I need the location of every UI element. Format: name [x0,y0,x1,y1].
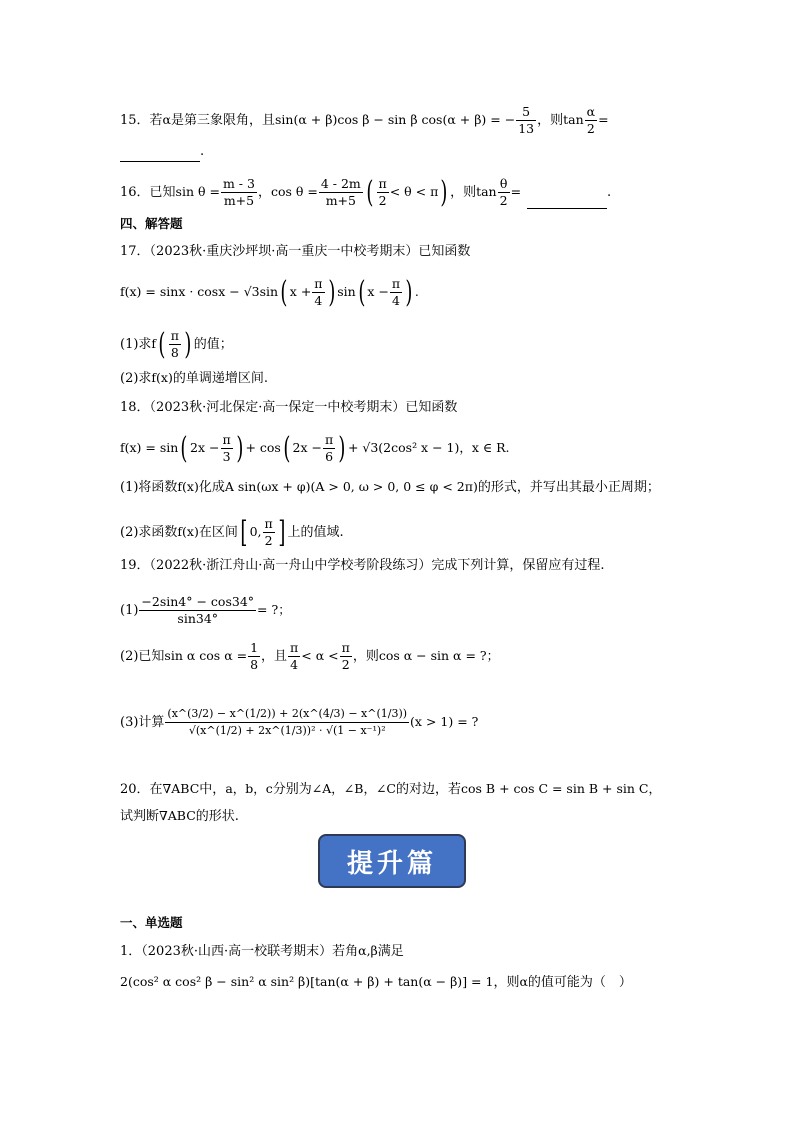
q15-tan-fraction: $\frac{\alpha}{2}$ [586,104,596,136]
section-heading-single-choice: 一、单选题 [120,915,183,930]
q15-equals: = [598,112,609,127]
q18-part2-post: 上的值域. [287,525,344,540]
q15-answer-line [120,142,204,162]
q17-part1-post: 的值； [193,337,233,352]
q16-tan-frac: $\frac{\theta}{2}$ [499,176,508,208]
q20-line1 [120,779,661,800]
q15-text2: ，则 [537,113,564,128]
q17-p2: x − [367,284,389,299]
q19-part2-frac-l: $\frac{\pi}{4}$ [290,640,299,672]
q18-part1-pre: (1)将函数 [120,480,178,495]
q20-line2-post: 的形状. [195,809,239,824]
q15-expression: sin(α + β)cos β − sin β cos(α + β) = − [275,112,516,127]
q18-part1-f: f(x) [177,479,199,494]
q17-function [120,276,419,309]
q20-pre: 20．在 [120,782,163,797]
q17-part2-pre: (2)求 [120,371,152,386]
q15-fraction: $\frac{5}{13}$ [518,104,535,136]
q20-triangle2: ∇ABC [159,808,196,823]
q18-part1-mid: 化成 [198,480,225,495]
q1-expression-line [120,972,632,993]
q18-bracket-close: ] [278,514,286,550]
q17-paren2-close: ) [405,274,413,310]
q19-part2-mid: ，且 [261,649,288,664]
q16-frac1: $\frac{m - 3}{m+5}$ [222,176,255,208]
q20-line2 [120,806,239,827]
q18-paren1-close: ) [236,430,244,466]
q17-p1: x + [289,284,312,299]
q18-bracket-open: [ [240,514,248,550]
q18-fpre: f(x) = sin [120,440,179,455]
q15-alpha: α [162,112,171,127]
q19-part3-post: (x > 1) = ? [410,714,479,729]
q1-angles: α,β [358,943,378,958]
q16-paren-close: ) [440,174,448,210]
q19-part2-pre: (2)已知 [120,649,165,664]
q20-text: 分别为 [272,782,312,797]
q19-part3-pre: (3)计算 [120,715,165,730]
q18-a2: 2x − [292,440,322,455]
q16-range: < θ < π [389,184,439,199]
q19-part2 [120,640,499,673]
q17-part1 [120,328,233,361]
q15-number: 15．若 [120,113,163,128]
section-heading-answers: 四、解答题 [120,216,183,231]
q18-interval-left: 0, [249,524,262,539]
q1-expression: 2(cos² α cos² β − sin² α sin² β)[tan(α + β) + tan(α − β)] = 1 [120,974,494,989]
q16-cos: cos θ = [270,184,318,199]
q16-paren-open: ( [366,174,374,210]
q15-line [120,104,609,137]
q17-paren1-close: ) [327,274,335,310]
q20-line2-pre: 试判断 [120,809,160,824]
q18-paren1-open: ( [180,430,188,466]
q18-part2-mid: 在区间 [198,525,238,540]
q1-head-pre: 1．（2023秋·山西·高一校联考期末）若角 [120,944,359,959]
q15-period: . [200,144,205,159]
q18-part1-post: 的形式，并写出其最小正周期； [477,480,660,495]
advanced-section-banner [318,834,466,888]
q18-frac2: $\frac{\pi}{6}$ [325,432,334,464]
q18-part1 [120,477,660,498]
q19-heading: 19．（2022秋·浙江舟山·高一舟山中学校考阶段练习）完成下列计算，保留应有过程. [120,558,605,573]
q18-part1-form: A sin(ωx + φ)(A > 0, ω > 0, 0 ≤ φ < 2π) [224,479,478,494]
q19-part3 [120,706,478,739]
q19-part3-frac: $\frac{(x\^{}(3/2) - x\^{}(1/2)) + 2(x\^{}(4/3) - x\^{}(1/3))}{\text{√(x\textasciicircum{}(1/2) + 2x\textasciicircum{}(1/3))² · √(1 − x⁻¹)²}}$ [167,707,408,737]
q18-paren2-open: ( [283,430,291,466]
q19-part1 [120,594,291,627]
q17-sin2: sin [337,284,356,299]
q17-paren1-open: ( [280,274,288,310]
q18-heading: 18．（2023秋·河北保定·高一保定一中校考期末）已知函数 [120,400,458,415]
q17-paren2-open: ( [358,274,366,310]
q19-part2-tail: ，则 [352,649,379,664]
advanced-section-title: 提升篇 [346,848,437,879]
q17-part1-pre: (1)求 [120,337,152,352]
q18-frac1: $\frac{\pi}{3}$ [222,432,231,464]
q16-tan: tan [476,184,497,199]
q18-cos: + cos [245,440,281,455]
q17-part2 [120,368,268,389]
q19-part1-post: = ?； [257,602,291,617]
q17-part2-f: f(x) [151,370,173,385]
q20-angles: ∠A，∠B，∠C [311,781,396,796]
q17-part1-f: f [151,336,157,351]
q19-part2-ask: cos α − sin α = ?； [378,648,500,663]
q17-func-text: f(x) = sinx · cosx − √3sin [120,284,279,299]
q18-a1: 2x − [190,440,220,455]
q20-triangle: ∇ABC [162,781,200,796]
q15-tan: tan [563,112,584,127]
q18-domain: x ∈ R. [471,440,510,455]
q17-part1-paren-close: ) [184,326,192,362]
q19-part2-range: < α < [301,648,339,663]
q16-text: ，则 [450,185,477,200]
q15-text: 是第三象限角，且 [171,113,276,128]
q17-period: . [414,284,419,299]
q19-part2-expr: sin α cos α = [164,648,248,663]
q20-text2: 的对边，若 [396,782,462,797]
q15-answer-blank[interactable] [120,147,200,162]
q16-number: 16．已知 [120,185,176,200]
q1-tail2: 的值可能为（ ） [527,975,632,990]
q19-part1-frac: $\frac{-2\sin 4^\circ - \cos 34^\circ}{\sin 34^\circ}$ [141,594,255,626]
q16-equals: = [510,184,522,199]
q17-heading: 17．（2023秋·重庆沙坪坝·高一重庆一中校考期末）已知函数 [120,244,471,259]
q16-sin: sin θ = [175,184,220,199]
q17-frac2: $\frac{\pi}{4}$ [391,276,401,308]
q18-part2-f: f(x) [177,524,199,539]
q1-head-post: 满足 [377,944,404,959]
q18-function [120,432,510,465]
q20-sides: a，b，c [225,781,273,796]
q18-part2-pre: (2)求函数 [120,525,178,540]
q16-range-frac: $\frac{\pi}{2}$ [378,176,387,208]
q18-part2 [120,516,344,549]
q16-line [120,176,611,209]
q17-frac1: $\frac{\pi}{4}$ [314,276,323,308]
q16-answer-blank[interactable] [527,194,607,209]
q16-comma: ， [257,185,271,200]
q1-tail: ，则 [493,975,520,990]
q17-part1-frac: $\frac{\pi}{8}$ [170,328,179,360]
q19-part2-frac: $\frac{1}{8}$ [250,640,259,672]
q19-part2-frac-r: $\frac{\pi}{2}$ [341,640,350,672]
q1-alpha: α [519,974,528,989]
q18-interval-frac: $\frac{\pi}{2}$ [264,516,273,548]
q1-heading [120,941,404,962]
q17-part2-post: 的单调递增区间. [172,371,268,386]
q17-part1-paren-open: ( [158,326,166,362]
q16-frac2: $\frac{4 - 2m}{m+5}$ [320,176,361,208]
q16-period: . [607,185,612,200]
q19-part1-pre: (1) [120,603,139,618]
q20-condition: cos B + cos C = sin B + sin C， [461,781,661,796]
q20-mid: 中， [199,782,226,797]
q18-paren2-close: ) [338,430,346,466]
q18-tail: + √3(2cos² x − 1)， [347,440,472,455]
